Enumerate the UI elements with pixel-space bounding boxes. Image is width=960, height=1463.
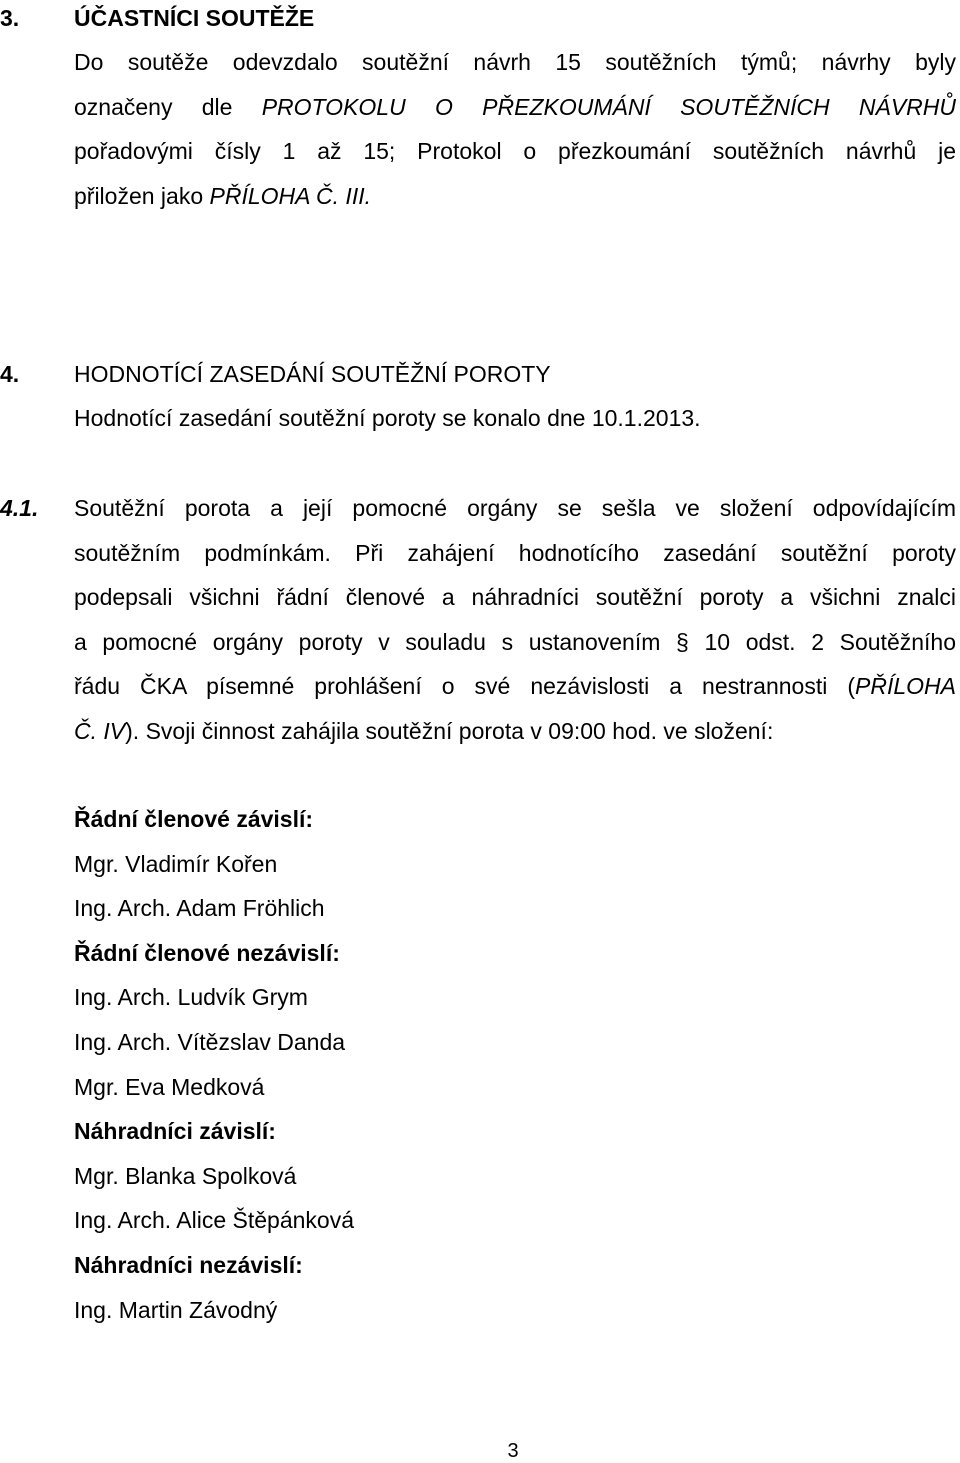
section-4-1-paragraph	[74, 486, 956, 753]
paragraph-line: Hodnotící zasedání soutěžní poroty se konalo dne 10.1.2013.	[74, 405, 701, 431]
section-3-paragraph	[74, 40, 956, 218]
paragraph-line: soutěžním podmínkám. Při zahájení hodnotícího zasedání soutěžní poroty	[74, 539, 956, 566]
paragraph-line: podepsali všichni řádní členové a náhradníci soutěžní poroty a všichni znalci	[74, 584, 956, 610]
section-4-intro	[74, 396, 956, 441]
paragraph-line: přiložen jako PŘÍLOHA Č. III.	[74, 182, 371, 209]
paragraph-line: řádu ČKA písemné prohlášení o své nezávislosti a nestrannosti (PŘÍLOHA	[74, 673, 956, 699]
list-item: Ing. Arch. Alice Štěpánková	[74, 1207, 355, 1234]
list-item: Mgr. Vladimír Kořen	[74, 850, 278, 877]
list-item: Mgr. Blanka Spolková	[74, 1162, 297, 1189]
list-item: Mgr. Eva Medková	[74, 1073, 265, 1100]
paragraph-line: pořadovými čísly 1 až 15; Protokol o přezkoumání soutěžních návrhů je	[74, 138, 956, 164]
list-group-heading: Náhradníci závislí:	[74, 1118, 276, 1145]
list-group-heading: Řádní členové nezávislí:	[74, 939, 340, 966]
section-4-1-number: 4.1.	[0, 495, 39, 521]
jury-members-list	[74, 797, 354, 1332]
list-item: Ing. Arch. Ludvík Grym	[74, 984, 308, 1011]
list-item: Ing. Martin Závodný	[74, 1296, 278, 1323]
section-3-title: ÚČASTNÍCI SOUTĚŽE	[74, 5, 315, 31]
list-group-heading: Řádní členové závislí:	[74, 806, 314, 832]
attachment-reference: PŘÍLOHA	[855, 673, 956, 699]
section-4-title: HODNOTÍCÍ ZASEDÁNÍ SOUTĚŽNÍ POROTY	[74, 361, 551, 387]
paragraph-line: Č. IV). Svoji činnost zahájila soutěžní porota v 09:00 hod. ve složení:	[74, 717, 774, 744]
list-group-heading: Náhradníci nezávislí:	[74, 1251, 303, 1278]
attachment-reference: Č. IV	[74, 717, 126, 744]
section-3-number: 3.	[0, 5, 20, 31]
paragraph-line: a pomocné orgány poroty v souladu s ustanovením § 10 odst. 2 Soutěžního	[74, 628, 956, 655]
paragraph-line: Soutěžní porota a její pomocné orgány se sešla ve složení odpovídajícím	[74, 495, 956, 521]
page-number: 3	[507, 1440, 519, 1462]
list-item: Ing. Arch. Vítězslav Danda	[74, 1028, 346, 1055]
paragraph-line: označeny dle PROTOKOLU O PŘEZKOUMÁNÍ SOUTĚŽNÍCH NÁVRHŮ	[74, 93, 956, 120]
list-item: Ing. Arch. Adam Fröhlich	[74, 895, 325, 922]
section-4-number: 4.	[0, 361, 20, 387]
protocol-reference: PROTOKOLU O PŘEZKOUMÁNÍ SOUTĚŽNÍCH NÁVRHŮ	[261, 93, 956, 120]
paragraph-line: Do soutěže odevzdalo soutěžní návrh 15 soutěžních týmů; návrhy byly	[74, 49, 956, 75]
attachment-reference: PŘÍLOHA Č. III.	[209, 182, 371, 209]
